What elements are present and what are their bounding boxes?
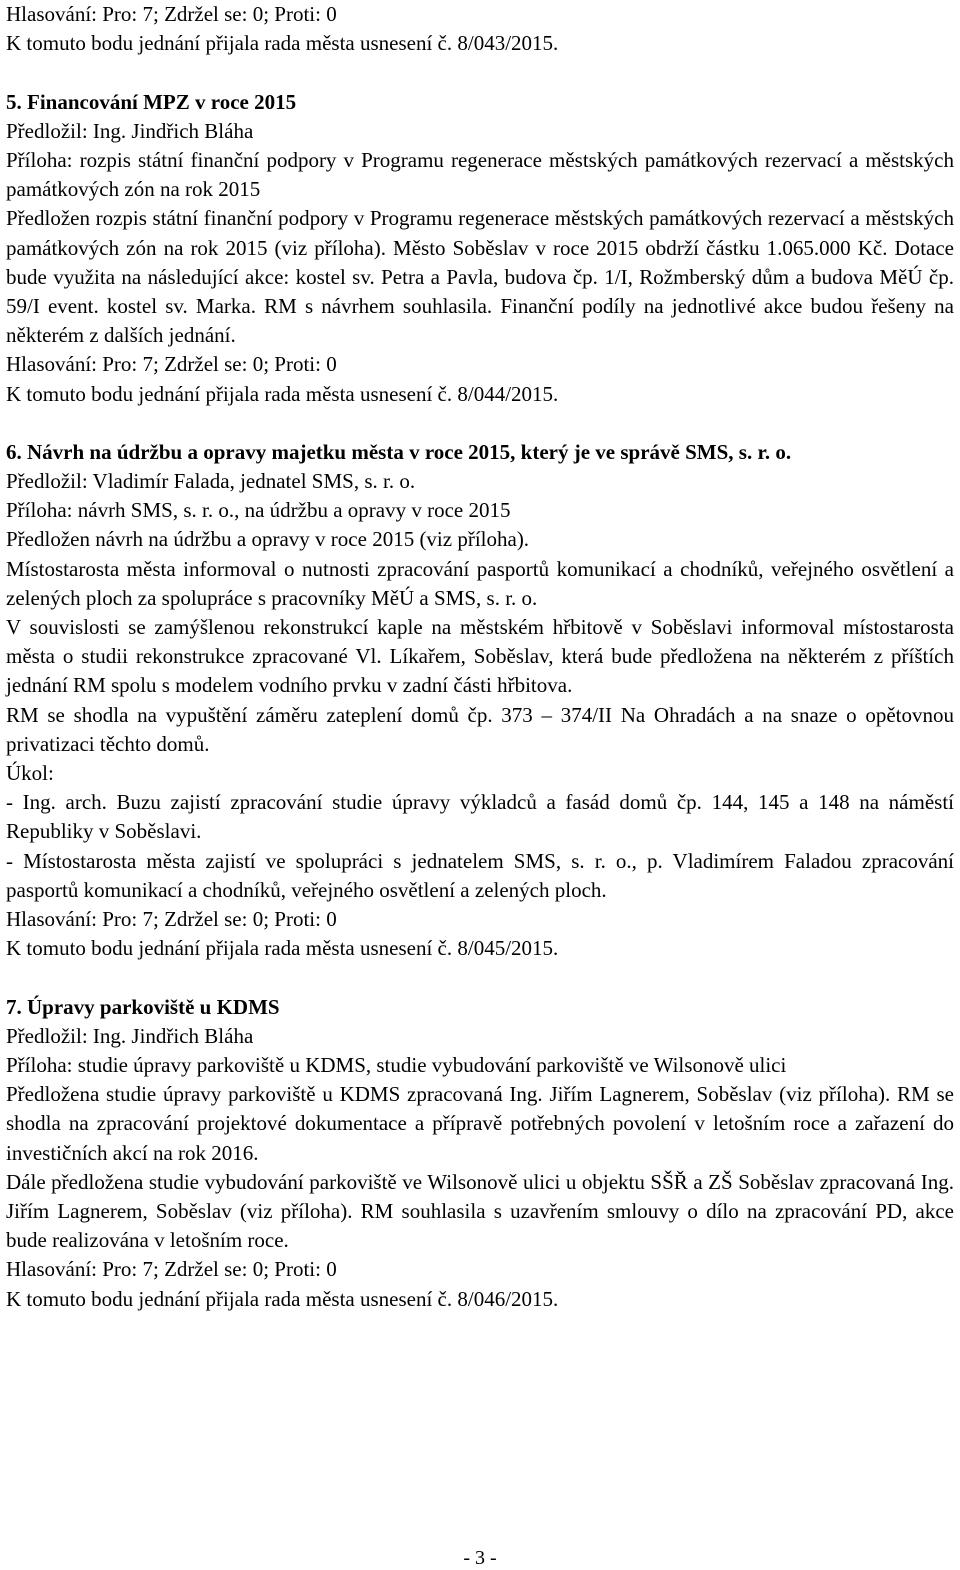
submitted-line: Předložen návrh na údržbu a opravy v roce 2015 (viz příloha). [6, 527, 530, 552]
body-paragraph: V souvislosti se zamýšlenou rekonstrukcí kaple na městském hřbitově v Soběslavi informoval místostarosta města o studii rekonstrukce zpracované Vl. Líkařem, Soběslav, která bude předložena na některém z příštích jednání RM spolu s modelem vodního prvku v zadní části hřbitova. [6, 615, 954, 698]
spacer [6, 58, 954, 87]
vote-line: Hlasování: Pro: 7; Zdržel se: 0; Proti: 0 [6, 352, 337, 377]
body-paragraph: Předložena studie úpravy parkoviště u KDMS zpracovaná Ing. Jiřím Lagnerem, Soběslav (viz příloha). RM se shodla na zpracování projektové dokumentace a přípravě potřebných povolení v letošním roce a zařazení do investičních akcí na rok 2016. [6, 1082, 954, 1165]
presenter-line: Předložil: Ing. Jindřich Bláha [6, 1023, 254, 1048]
resolution-line: K tomuto bodu jednání přijala rada města usnesení č. 8/044/2015. [6, 381, 559, 406]
task-label: Úkol: [6, 761, 54, 786]
body-paragraph: Předložen rozpis státní finanční podpory v Programu regenerace městských památkových rezervací a městských památkových zón na rok 2015 (viz příloha). Město Soběslav v roce 2015 obdrží částku 1.065.000 Kč. Dotace bude využita na následující akce: kostel sv. Petra a Pavla, budova čp. 1/I, Rožmberský dům a budova MěÚ čp. 59/I event. kostel sv. Marka. RM s návrhem souhlasila. Finanční podíly na jednotlivé akce budou řešeny na některém z dalších jednání. [6, 206, 954, 348]
attachment-line: Příloha: návrh SMS, s. r. o., na údržbu a opravy v roce 2015 [6, 498, 511, 523]
body-paragraph: Místostarosta města informoval o nutnosti zpracování pasportů komunikací a chodníků, veřejného osvětlení a zelených ploch za spolupráce s pracovníky MěÚ a SMS, s. r. o. [6, 556, 954, 610]
section-heading: 5. Financování MPZ v roce 2015 [6, 89, 297, 114]
spacer [6, 963, 954, 992]
section-heading: 7. Úpravy parkoviště u KDMS [6, 994, 280, 1019]
resolution-line: K tomuto bodu jednání přijala rada města usnesení č. 8/043/2015. [6, 31, 559, 56]
page-number: - 3 - [463, 1547, 497, 1569]
body-paragraph: RM se shodla na vypuštění záměru zateplení domů čp. 373 – 374/II Na Ohradách a na snaze o opětovnou privatizaci těchto domů. [6, 702, 954, 756]
body-paragraph: Dále předložena studie vybudování parkoviště ve Wilsonově ulici u objektu SŠŘ a ZŠ Soběslav zpracovaná Ing. Jiřím Lagnerem, Soběslav (viz příloha). RM souhlasila s uzavřením smlouvy o dílo na zpracování PD, akce bude realizována v letošním roce. [6, 1169, 954, 1253]
attachment-paragraph: Příloha: studie úpravy parkoviště u KDMS, studie vybudování parkoviště ve Wilsonově ulici [6, 1053, 787, 1078]
presenter-line: Předložil: Ing. Jindřich Bláha [6, 118, 254, 143]
task-item: - Ing. arch. Buzu zajistí zpracování studie úpravy výkladců a fasád domů čp. 144, 145 a 148 na náměstí Republiky v Soběslavi. [6, 790, 954, 844]
vote-line: Hlasování: Pro: 7; Zdržel se: 0; Proti: 0 [6, 1257, 337, 1282]
document-page [6, 0, 954, 1314]
spacer [6, 409, 954, 438]
presenter-line: Předložil: Vladimír Falada, jednatel SMS, s. r. o. [6, 469, 416, 494]
task-item: - Místostarosta města zajistí ve spolupráci s jednatelem SMS, s. r. o., p. Vladimírem Faladou zpracování pasportů komunikací a chodníků, veřejného osvětlení a zelených ploch. [6, 848, 954, 902]
vote-line: Hlasování: Pro: 7; Zdržel se: 0; Proti: 0 [6, 907, 337, 932]
section-heading: 6. Návrh na údržbu a opravy majetku města v roce 2015, který je ve správě SMS, s. r. o. [6, 439, 792, 464]
resolution-line: K tomuto bodu jednání přijala rada města usnesení č. 8/045/2015. [6, 936, 559, 961]
resolution-line: K tomuto bodu jednání přijala rada města usnesení č. 8/046/2015. [6, 1286, 559, 1311]
vote-line: Hlasování: Pro: 7; Zdržel se: 0; Proti: 0 [6, 2, 337, 26]
attachment-paragraph: Příloha: rozpis státní finanční podpory v Programu regenerace městských památkových rezervací a městských památkových zón na rok 2015 [6, 147, 954, 202]
